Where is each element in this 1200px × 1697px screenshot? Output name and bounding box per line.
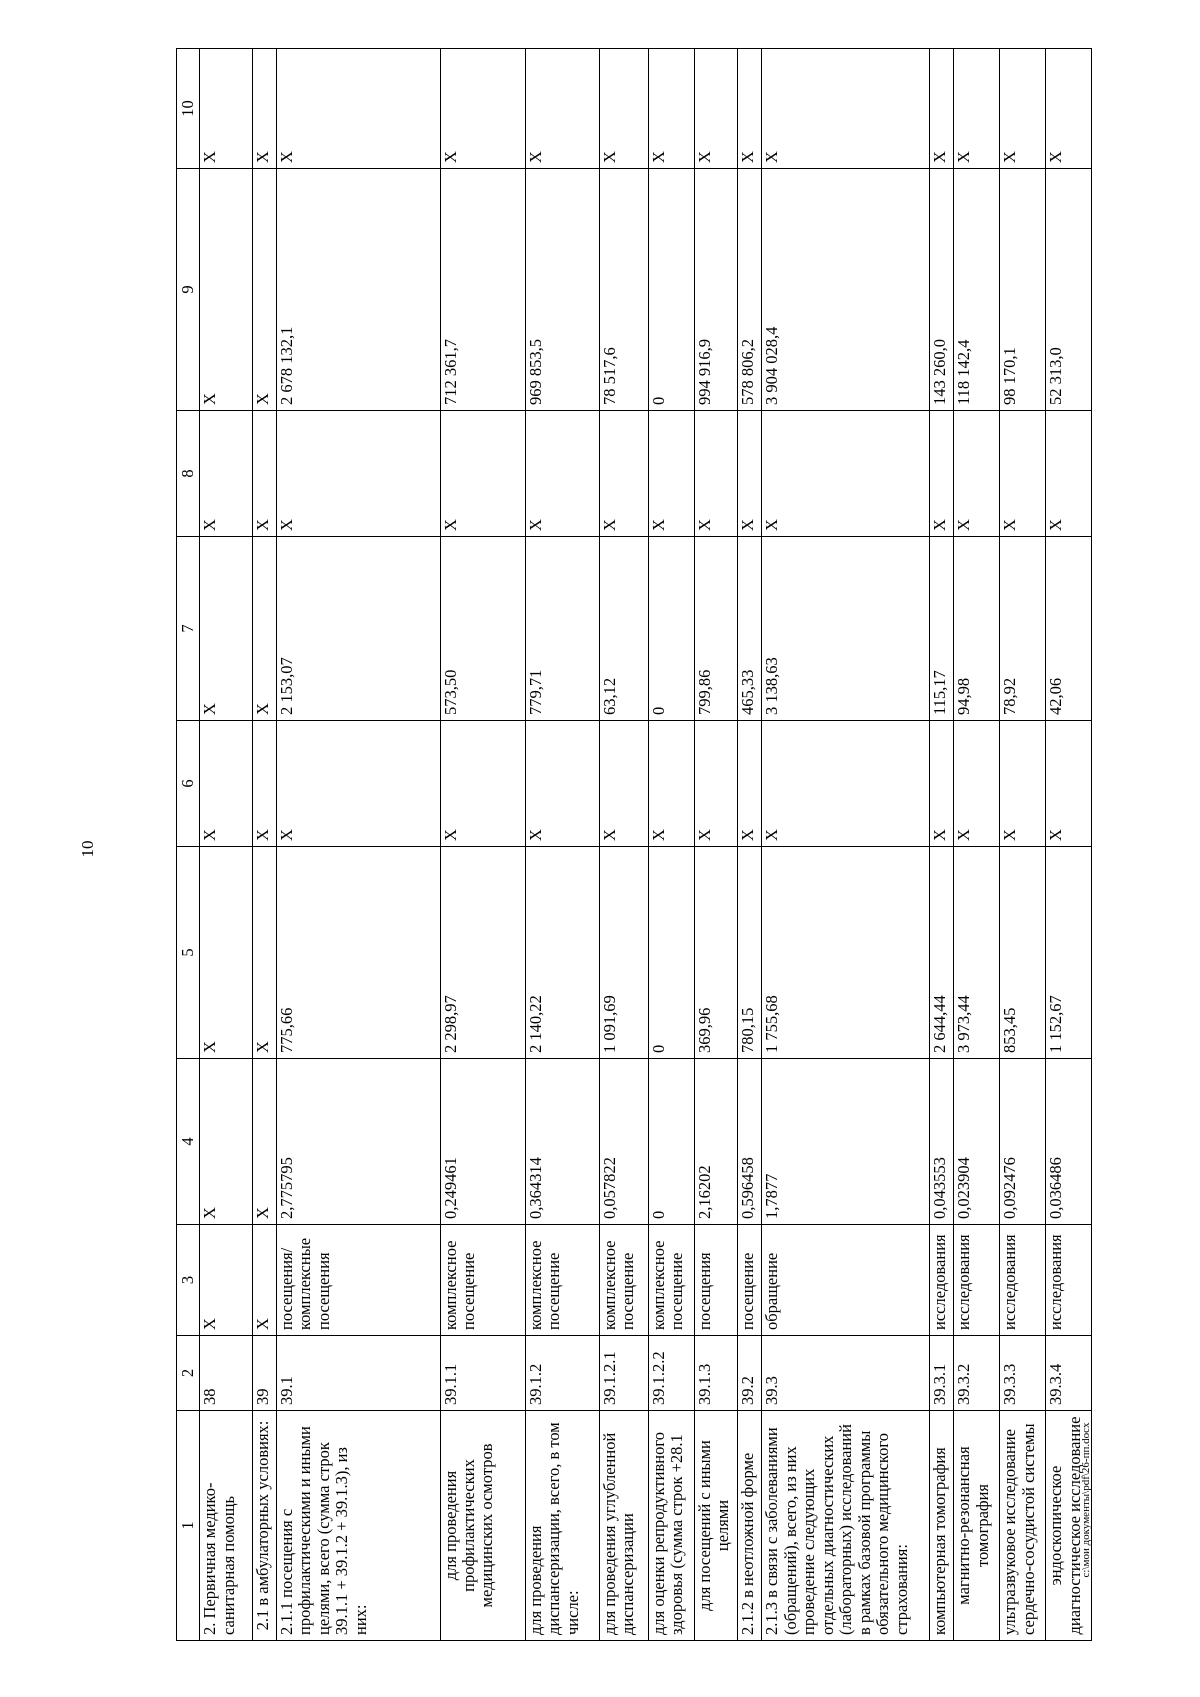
value-cell: Х — [930, 49, 954, 169]
page-number: 10 — [78, 840, 97, 858]
value-cell: 465,33 — [738, 537, 762, 721]
unit-cell: Х — [252, 1225, 276, 1336]
row-code: 38 — [200, 1336, 252, 1411]
value-cell: Х — [1046, 411, 1092, 537]
value-cell: 0,249461 — [440, 1059, 525, 1225]
table-row — [440, 49, 525, 1641]
table-row — [525, 49, 599, 1641]
unit-cell: исследования — [930, 1225, 954, 1336]
value-cell: 52 313,0 — [1046, 169, 1092, 411]
value-cell: Х — [440, 721, 525, 847]
table-row — [252, 49, 276, 1641]
value-cell: 969 853,5 — [525, 169, 599, 411]
value-cell: 118 142,4 — [954, 169, 1000, 411]
value-cell: Х — [1000, 721, 1046, 847]
value-cell: 63,12 — [599, 537, 648, 721]
value-cell: Х — [200, 1059, 252, 1225]
value-cell: 779,71 — [525, 537, 599, 721]
value-cell: Х — [738, 411, 762, 537]
row-label: для проведения профилактических медицинских осмотров — [440, 1411, 525, 1641]
row-code: 39.2 — [738, 1336, 762, 1411]
value-cell: Х — [599, 411, 648, 537]
unit-cell: исследования — [1000, 1225, 1046, 1336]
unit-cell: комплексное посещение — [599, 1225, 648, 1336]
table-row — [694, 49, 738, 1641]
table-row — [648, 49, 694, 1641]
value-cell: 994 916,9 — [694, 169, 738, 411]
value-cell: 3 973,44 — [954, 847, 1000, 1059]
column-header: 2 — [177, 1336, 200, 1411]
value-cell: Х — [200, 49, 252, 169]
value-cell: 2,775795 — [276, 1059, 440, 1225]
value-cell: 143 260,0 — [930, 169, 954, 411]
value-cell: 2,16202 — [694, 1059, 738, 1225]
value-cell: 2 644,44 — [930, 847, 954, 1059]
value-cell: 42,06 — [1046, 537, 1092, 721]
value-cell: 0,092476 — [1000, 1059, 1046, 1225]
row-code: 39.1 — [276, 1336, 440, 1411]
value-cell: 98 170,1 — [1000, 169, 1046, 411]
table-row — [954, 49, 1000, 1641]
table-row — [762, 49, 930, 1641]
value-cell: Х — [200, 411, 252, 537]
row-label: 2. Первичная медико-санитарная помощь — [200, 1411, 252, 1641]
value-cell: 3 138,63 — [762, 537, 930, 721]
value-cell: 3 904 028,4 — [762, 169, 930, 411]
value-cell: Х — [648, 49, 694, 169]
row-code: 39 — [252, 1336, 276, 1411]
value-cell: Х — [200, 721, 252, 847]
value-cell: 0,596458 — [738, 1059, 762, 1225]
value-cell: Х — [738, 721, 762, 847]
value-cell: 1 152,67 — [1046, 847, 1092, 1059]
table-row — [200, 49, 252, 1641]
value-cell: Х — [762, 411, 930, 537]
value-cell: Х — [252, 537, 276, 721]
value-cell: Х — [525, 721, 599, 847]
table-row — [1046, 49, 1092, 1641]
row-label: 2.1 в амбулаторных условиях: — [252, 1411, 276, 1641]
row-code: 39.1.1 — [440, 1336, 525, 1411]
row-code: 39.3.3 — [1000, 1336, 1046, 1411]
column-header: 9 — [177, 169, 200, 411]
row-label: компьютерная томография — [930, 1411, 954, 1641]
value-cell: 115,17 — [930, 537, 954, 721]
table-rotated-container — [176, 49, 1092, 1641]
unit-cell: комплексное посещение — [440, 1225, 525, 1336]
row-label: магнитно-резонансная томография — [954, 1411, 1000, 1641]
row-label: ультразвуковое исследование сердечно-сосудистой системы — [1000, 1411, 1046, 1641]
unit-cell: исследования — [1046, 1225, 1092, 1336]
value-cell: Х — [694, 721, 738, 847]
column-header: 4 — [177, 1059, 200, 1225]
value-cell: 2 678 132,1 — [276, 169, 440, 411]
value-cell: Х — [252, 49, 276, 169]
value-cell: Х — [648, 721, 694, 847]
value-cell: 0,364314 — [525, 1059, 599, 1225]
row-label: для проведения диспансеризации, всего, в том числе: — [525, 1411, 599, 1641]
row-code: 39.1.3 — [694, 1336, 738, 1411]
value-cell: Х — [1046, 721, 1092, 847]
unit-cell: исследования — [954, 1225, 1000, 1336]
value-cell: Х — [525, 411, 599, 537]
value-cell: Х — [954, 49, 1000, 169]
unit-cell: комплексное посещение — [648, 1225, 694, 1336]
unit-cell: посещения/ комплексные посещения — [276, 1225, 440, 1336]
column-header: 7 — [177, 537, 200, 721]
value-cell: Х — [1046, 49, 1092, 169]
value-cell: 573,50 — [440, 537, 525, 721]
value-cell: Х — [276, 411, 440, 537]
value-cell: Х — [954, 721, 1000, 847]
row-code: 39.3.1 — [930, 1336, 954, 1411]
row-code: 39.3.2 — [954, 1336, 1000, 1411]
value-cell: Х — [440, 49, 525, 169]
data-table — [176, 48, 1092, 1641]
row-code: 39.1.2.1 — [599, 1336, 648, 1411]
table-row — [738, 49, 762, 1641]
unit-cell: обращение — [762, 1225, 930, 1336]
row-label: для проведения углубленной диспансеризации — [599, 1411, 648, 1641]
value-cell: 799,86 — [694, 537, 738, 721]
value-cell: Х — [276, 49, 440, 169]
value-cell: 369,96 — [694, 847, 738, 1059]
value-cell: 0 — [648, 847, 694, 1059]
value-cell: Х — [200, 169, 252, 411]
value-cell: Х — [954, 411, 1000, 537]
value-cell: 0,023904 — [954, 1059, 1000, 1225]
table-row — [276, 49, 440, 1641]
unit-cell: посещения — [694, 1225, 738, 1336]
value-cell: 78,92 — [1000, 537, 1046, 721]
row-code: 39.1.2 — [525, 1336, 599, 1411]
value-cell: 0,043553 — [930, 1059, 954, 1225]
value-cell: Х — [1000, 49, 1046, 169]
value-cell: 0,036486 — [1046, 1059, 1092, 1225]
value-cell: Х — [648, 411, 694, 537]
value-cell: 2 153,07 — [276, 537, 440, 721]
value-cell: Х — [1000, 411, 1046, 537]
column-header: 8 — [177, 411, 200, 537]
row-label: для посещений с иными целями — [694, 1411, 738, 1641]
value-cell: Х — [440, 411, 525, 537]
value-cell: 578 806,2 — [738, 169, 762, 411]
value-cell: 1 091,69 — [599, 847, 648, 1059]
value-cell: Х — [930, 721, 954, 847]
footer-file-path: c:\мои документы\pdf\26-пп.docx — [1080, 1422, 1092, 1578]
value-cell: Х — [200, 847, 252, 1059]
value-cell: Х — [252, 847, 276, 1059]
column-header: 10 — [177, 49, 200, 169]
value-cell: 712 361,7 — [440, 169, 525, 411]
value-cell: Х — [930, 411, 954, 537]
column-header: 1 — [177, 1411, 200, 1641]
column-header: 6 — [177, 721, 200, 847]
header-row — [177, 49, 200, 1641]
value-cell: 0,057822 — [599, 1059, 648, 1225]
row-label: для оценки репродуктивного здоровья (сумма строк +28.1 — [648, 1411, 694, 1641]
row-label: эндоскопическое диагностическое исследование — [1046, 1411, 1092, 1641]
value-cell: 780,15 — [738, 847, 762, 1059]
value-cell: 0 — [648, 537, 694, 721]
table-row — [1000, 49, 1046, 1641]
value-cell: Х — [599, 49, 648, 169]
value-cell: Х — [252, 411, 276, 537]
value-cell: 2 298,97 — [440, 847, 525, 1059]
row-code: 39.3 — [762, 1336, 930, 1411]
value-cell: Х — [200, 537, 252, 721]
value-cell: 94,98 — [954, 537, 1000, 721]
column-header: 3 — [177, 1225, 200, 1336]
row-code: 39.3.4 — [1046, 1336, 1092, 1411]
value-cell: 78 517,6 — [599, 169, 648, 411]
value-cell: Х — [252, 1059, 276, 1225]
column-header: 5 — [177, 847, 200, 1059]
value-cell: 1 755,68 — [762, 847, 930, 1059]
value-cell: Х — [762, 721, 930, 847]
row-code: 39.1.2.2 — [648, 1336, 694, 1411]
unit-cell: комплексное посещение — [525, 1225, 599, 1336]
unit-cell: Х — [200, 1225, 252, 1336]
value-cell: Х — [525, 49, 599, 169]
value-cell: Х — [252, 721, 276, 847]
table-row — [599, 49, 648, 1641]
value-cell: Х — [738, 49, 762, 169]
value-cell: 0 — [648, 1059, 694, 1225]
value-cell: Х — [599, 721, 648, 847]
row-label: 2.1.2 в неотложной форме — [738, 1411, 762, 1641]
row-label: 2.1.1 посещения с профилактическими и иными целями, всего (сумма строк 39.1.1 + 39.1.2 + 39.1.3), из них: — [276, 1411, 440, 1641]
value-cell: 853,45 — [1000, 847, 1046, 1059]
value-cell: Х — [762, 49, 930, 169]
unit-cell: посещение — [738, 1225, 762, 1336]
row-label: 2.1.3 в связи с заболеваниями (обращений), всего, из них проведение следующих отдельных диагностических (лабораторных) исследований в рамках базовой программы обязательного медицинского страхования: — [762, 1411, 930, 1641]
value-cell: 0 — [648, 169, 694, 411]
value-cell: 1,7877 — [762, 1059, 930, 1225]
table-row — [930, 49, 954, 1641]
value-cell: 2 140,22 — [525, 847, 599, 1059]
value-cell: 775,66 — [276, 847, 440, 1059]
value-cell: Х — [252, 169, 276, 411]
value-cell: Х — [694, 49, 738, 169]
value-cell: Х — [694, 411, 738, 537]
value-cell: Х — [276, 721, 440, 847]
